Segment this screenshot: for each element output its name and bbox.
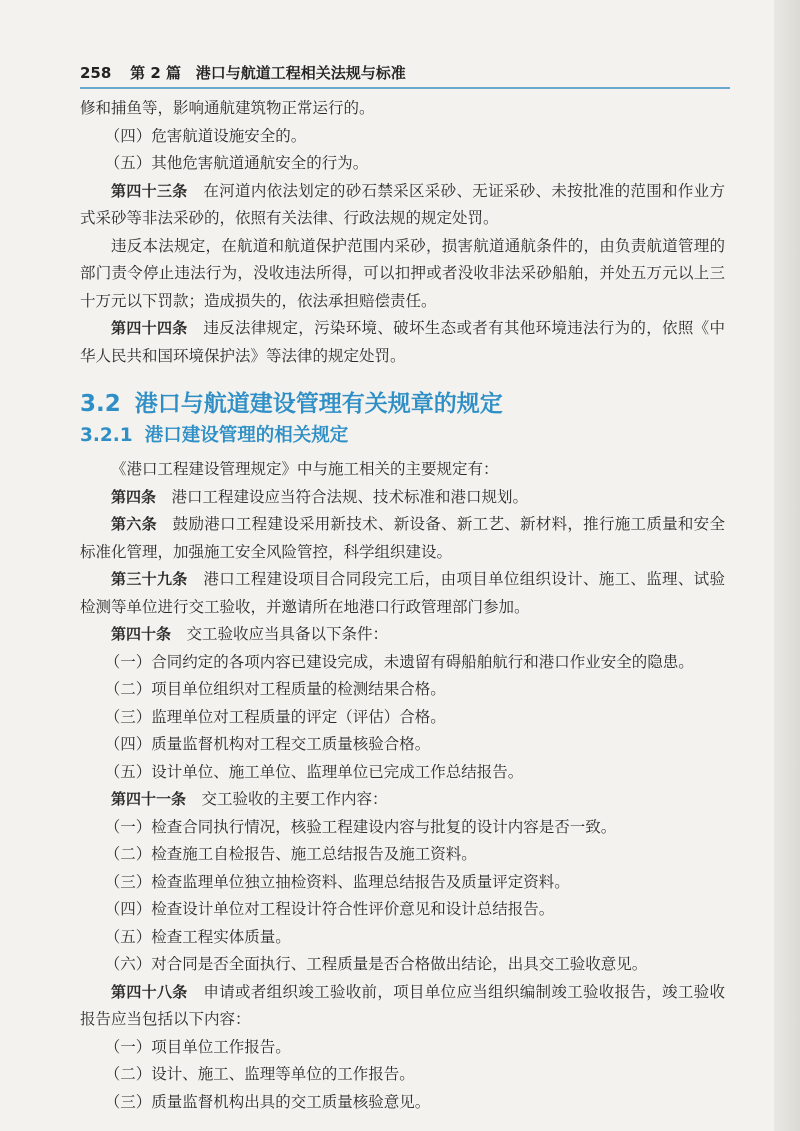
list-item: （一）检查合同执行情况，核验工程建设内容与批复的设计内容是否一致。 — [104, 817, 617, 836]
list-item: （四）检查设计单位对工程设计符合性评价意见和设计总结报告。 — [104, 900, 555, 918]
paragraph: 《港口工程建设管理规定》中与施工相关的主要规定有： — [111, 460, 499, 478]
header-rule — [80, 87, 730, 89]
article-label: 第四十三条 — [111, 181, 188, 200]
article-44 — [80, 315, 725, 370]
article-text: 交工验收应当具备以下条件： — [186, 625, 389, 643]
article-text: 港口工程建设项目合同段完工后，由项目单位组织设计、施工、监理、试验检测等单位进行交工验收，并邀请所在地港口行政管理部门参加。 — [80, 570, 725, 616]
part-label: 第 2 篇 — [130, 64, 181, 82]
list-item: （一）合同约定的各项内容已建设完成，未遗留有碍船舶航行和港口作业安全的隐患。 — [104, 652, 694, 671]
subsection-title: 港口建设管理的相关规定 — [144, 425, 349, 446]
list-item: （二）项目单位组织对工程质量的检测结果合格。 — [104, 680, 446, 698]
list-item: （二）设计、施工、监理等单位的工作报告。 — [104, 1065, 415, 1083]
article-label: 第四条 — [111, 487, 157, 506]
running-header — [80, 62, 730, 82]
article-text: 在河道内依法划定的砂石禁采区采砂、无证采砂、未按批准的范围和作业方式采砂等非法采砂的，依照有关法律、行政法规的规定处罚。 — [80, 181, 725, 227]
subsection-heading — [80, 422, 725, 450]
list-item: （五）其他危害航道通航安全的行为。 — [104, 154, 369, 172]
subsection-number: 3.2.1 — [80, 425, 133, 446]
paragraph: 修和捕鱼等，影响通航建筑物正常运行的。 — [80, 99, 375, 117]
section-title: 港口与航道建设管理有关规章的规定 — [134, 391, 503, 417]
list-item: （三）检查监理单位独立抽检资料、监理总结报告及质量评定资料。 — [104, 872, 570, 891]
article-label: 第六条 — [111, 515, 157, 533]
page-edge-shadow — [774, 0, 800, 1131]
article-label: 第四十一条 — [111, 790, 187, 808]
article-label: 第四十条 — [111, 625, 172, 643]
article-label: 第四十八条 — [111, 982, 188, 1001]
article-label: 第三十九条 — [111, 570, 188, 588]
article-40 — [80, 621, 725, 649]
article-48 — [80, 979, 725, 1034]
page-body — [80, 95, 725, 1116]
article-39 — [80, 566, 725, 621]
article-43 — [80, 178, 725, 233]
article-6 — [80, 511, 725, 566]
list-item: （五）检查工程实体质量。 — [104, 927, 291, 946]
article-41 — [80, 786, 725, 814]
list-item: （三）质量监督机构出具的交工质量核验意见。 — [104, 1092, 431, 1111]
article-label: 第四十四条 — [111, 319, 188, 337]
article-text: 交工验收的主要工作内容： — [201, 790, 388, 808]
list-item: （四）质量监督机构对工程交工质量核验合格。 — [104, 735, 431, 753]
article-text: 申请或者组织竣工验收前，项目单位应当组织编制竣工验收报告，竣工验收报告应当包括以下内容： — [80, 982, 725, 1028]
page-number: 258 — [80, 64, 112, 82]
section-number: 3.2 — [80, 391, 121, 417]
chapter-title: 港口与航道工程相关法规与标准 — [195, 64, 406, 82]
article-4 — [80, 484, 725, 512]
list-item: （二）检查施工自检报告、施工总结报告及施工资料。 — [104, 845, 477, 863]
section-heading — [80, 388, 725, 420]
list-item: （三）监理单位对工程质量的评定（评估）合格。 — [104, 707, 446, 726]
list-item: （四）危害航道设施安全的。 — [104, 126, 307, 145]
list-item: （一）项目单位工作报告。 — [104, 1037, 291, 1056]
article-text: 违反法律规定，污染环境、破坏生态或者有其他环境违法行为的，依照《中华人民共和国环境保护法》等法律的规定处罚。 — [80, 319, 725, 365]
article-text: 港口工程建设应当符合法规、技术标准和港口规划。 — [171, 487, 529, 506]
paragraph: 违反本法规定，在航道和航道保护范围内采砂，损害航道通航条件的，由负责航道管理的部门责令停止违法行为，没收违法所得，可以扣押或者没收非法采砂船舶，并处五万元以上三十万元以下罚款；造成损失的，依法承担赔偿责任。 — [80, 236, 725, 310]
list-item: （五）设计单位、施工单位、监理单位已完成工作总结报告。 — [104, 762, 524, 781]
article-text: 鼓励港口工程建设采用新技术、新设备、新工艺、新材料，推行施工质量和安全标准化管理，加强施工安全风险管控，科学组织建设。 — [80, 515, 725, 561]
list-item: （六）对合同是否全面执行、工程质量是否合格做出结论，出具交工验收意见。 — [104, 955, 648, 973]
